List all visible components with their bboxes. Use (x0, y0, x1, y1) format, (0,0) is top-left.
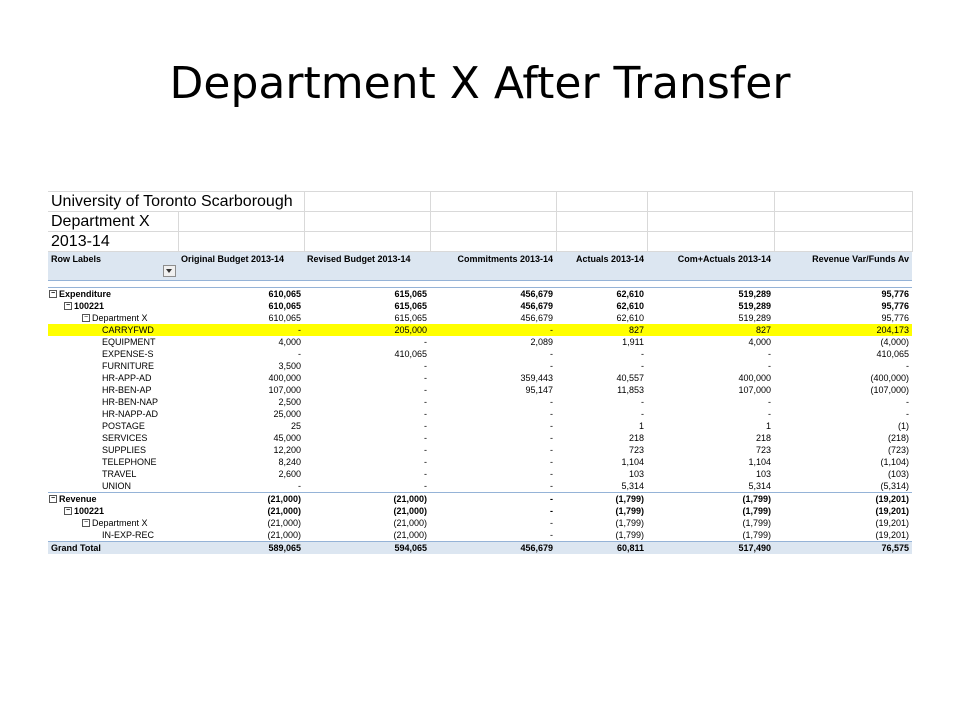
value-cell: (1,799) (742, 505, 772, 516)
value-cell: (4,000) (880, 336, 910, 347)
value-cell: 2,089 (530, 336, 554, 347)
value-cell: (21,000) (267, 517, 302, 528)
value-cell: 1 (766, 420, 772, 431)
row-label: TRAVEL (102, 468, 137, 479)
grand-total-row (48, 542, 912, 555)
row-label: CARRYFWD (48, 324, 178, 336)
value-cell: 1,104 (621, 456, 645, 467)
collapse-icon[interactable]: − (83, 314, 89, 322)
row-label[interactable]: − 100221 (65, 300, 105, 311)
value-cell: - (768, 360, 772, 371)
value-cell: 204,173 (774, 324, 912, 336)
row-label[interactable]: − Department X (83, 517, 148, 528)
value-cell: 218 (755, 432, 772, 443)
value-cell: (218) (888, 432, 910, 443)
row-label: UNION (102, 480, 131, 491)
table-row (48, 444, 912, 456)
value-cell: 1,104 (748, 456, 772, 467)
row-label: HR-BEN-NAP (102, 396, 159, 407)
row-label: FURNITURE (102, 360, 154, 371)
value-cell: - (641, 396, 645, 407)
pivot-table-sheet (48, 191, 912, 554)
value-cell: 5,314 (621, 480, 645, 491)
row-label: HR-NAPP-AD (102, 408, 159, 419)
filter-dropdown-icon[interactable] (163, 265, 176, 277)
value-cell: 456,679 (520, 312, 554, 323)
value-cell: (19,201) (875, 505, 910, 516)
row-label[interactable]: − Department X (83, 312, 148, 323)
collapse-icon[interactable]: − (50, 290, 56, 298)
value-cell: 519,289 (647, 288, 774, 301)
value-cell: - (550, 480, 554, 491)
value-cell: 62,610 (556, 288, 647, 301)
table-row (48, 432, 912, 444)
value-cell: (103) (888, 468, 910, 479)
value-cell: - (768, 348, 772, 359)
value-cell: (19,201) (875, 529, 910, 540)
column-header-row (48, 252, 912, 281)
value-cell: - (768, 396, 772, 407)
value-cell: 2,600 (278, 468, 302, 479)
table-row (48, 300, 912, 312)
value-cell: (400,000) (870, 372, 910, 383)
value-cell: - (641, 408, 645, 419)
value-cell: 615,065 (304, 288, 430, 301)
department-name: Department X (48, 212, 178, 232)
table-row (48, 384, 912, 396)
value-cell: 107,000 (268, 384, 302, 395)
collapse-icon[interactable]: − (50, 495, 56, 503)
value-cell: - (550, 396, 554, 407)
value-cell: - (424, 408, 428, 419)
value-cell: - (178, 324, 304, 336)
row-label: EXPENSE-S (102, 348, 154, 359)
row-label: SERVICES (102, 432, 148, 443)
value-cell: (21,000) (393, 505, 428, 516)
value-cell: 2,500 (278, 396, 302, 407)
table-row (48, 372, 912, 384)
value-cell: - (430, 493, 556, 506)
value-cell: - (424, 456, 428, 467)
value-cell: (1,799) (615, 505, 645, 516)
value-cell: 456,679 (520, 300, 554, 311)
value-cell: (1,799) (647, 493, 774, 506)
table-row (48, 336, 912, 348)
value-cell: 103 (755, 468, 772, 479)
table-row (48, 396, 912, 408)
value-cell: (1,799) (742, 529, 772, 540)
row-label: HR-BEN-AP (102, 384, 152, 395)
table-row (48, 517, 912, 529)
value-cell: 3,500 (278, 360, 302, 371)
value-cell: 4,000 (278, 336, 302, 347)
value-cell: - (768, 408, 772, 419)
value-cell: - (424, 360, 428, 371)
value-cell: 103 (628, 468, 645, 479)
value-cell: 11,853 (617, 384, 645, 395)
table-row (48, 324, 912, 336)
value-cell: (19,201) (774, 493, 912, 506)
value-cell: 62,610 (616, 312, 645, 323)
value-cell: 610,065 (268, 300, 302, 311)
col-header-commitments: Commitments 2013-14 (430, 252, 556, 281)
value-cell: (21,000) (393, 529, 428, 540)
value-cell: 359,443 (520, 372, 554, 383)
col-header-revenue-var: Revenue Var/Funds Av (774, 252, 912, 281)
value-cell: (21,000) (267, 505, 302, 516)
value-cell: - (424, 432, 428, 443)
row-label[interactable]: − 100221 (65, 505, 105, 516)
value-cell: (1,799) (556, 493, 647, 506)
value-cell: (21,000) (178, 493, 304, 506)
table-row (48, 312, 912, 324)
value-cell: - (550, 468, 554, 479)
value-cell: 615,065 (394, 300, 428, 311)
value-cell: - (550, 348, 554, 359)
value-cell: - (298, 480, 302, 491)
row-labels-header[interactable]: Row Labels (48, 252, 178, 281)
value-cell: - (550, 517, 554, 528)
col-header-com-actuals: Com+Actuals 2013-14 (647, 252, 774, 281)
table-row (48, 348, 912, 360)
value-cell: 400,000 (738, 372, 772, 383)
value-cell: (1,799) (615, 517, 645, 528)
row-label: POSTAGE (102, 420, 145, 431)
value-cell: 40,557 (616, 372, 645, 383)
value-cell: - (550, 456, 554, 467)
value-cell: - (550, 360, 554, 371)
value-cell: 410,065 (876, 348, 910, 359)
grand-total-value: 456,679 (430, 542, 556, 555)
value-cell: - (430, 324, 556, 336)
value-cell: (21,000) (267, 529, 302, 540)
col-header-actuals: Actuals 2013-14 (556, 252, 647, 281)
table-row (48, 456, 912, 468)
value-cell: 1,911 (622, 336, 645, 347)
row-label: TELEPHONE (102, 456, 157, 467)
value-cell: 5,314 (748, 480, 772, 491)
value-cell: 12,200 (273, 444, 302, 455)
value-cell: 519,289 (738, 300, 772, 311)
value-cell: 610,065 (268, 312, 302, 323)
value-cell: - (906, 396, 910, 407)
collapse-icon[interactable]: − (83, 519, 89, 527)
value-cell: (5,314) (880, 480, 910, 491)
value-cell: - (906, 360, 910, 371)
pivot-table (48, 191, 913, 554)
value-cell: 218 (628, 432, 645, 443)
sheet-department-row (48, 212, 912, 232)
value-cell: 95,776 (881, 300, 910, 311)
row-label[interactable]: − Expenditure (48, 288, 178, 301)
value-cell: 410,065 (394, 348, 428, 359)
sheet-year-row (48, 232, 912, 252)
value-cell: (1,799) (742, 517, 772, 528)
value-cell: - (424, 480, 428, 491)
sheet-title-row (48, 192, 912, 212)
value-cell: 95,776 (774, 288, 912, 301)
value-cell: 400,000 (268, 372, 302, 383)
value-cell: 456,679 (430, 288, 556, 301)
value-cell: 95,147 (525, 384, 554, 395)
value-cell: 827 (556, 324, 647, 336)
table-row (48, 288, 912, 301)
value-cell: - (424, 336, 428, 347)
value-cell: 45,000 (273, 432, 302, 443)
collapse-icon[interactable]: − (65, 302, 71, 310)
value-cell: 25 (291, 420, 302, 431)
table-row (48, 529, 912, 542)
value-cell: - (424, 444, 428, 455)
value-cell: - (906, 408, 910, 419)
value-cell: - (550, 432, 554, 443)
row-label[interactable]: − Revenue (48, 493, 178, 506)
grand-total-value: 589,065 (178, 542, 304, 555)
value-cell: - (424, 420, 428, 431)
value-cell: 723 (755, 444, 772, 455)
value-cell: - (424, 384, 428, 395)
value-cell: 827 (647, 324, 774, 336)
value-cell: 4,000 (748, 336, 772, 347)
value-cell: 519,289 (738, 312, 772, 323)
grand-total-value: 76,575 (774, 542, 912, 555)
grand-total-value: 517,490 (647, 542, 774, 555)
table-row (48, 360, 912, 372)
table-row (48, 505, 912, 517)
table-row (48, 408, 912, 420)
col-header-original-budget: Original Budget 2013-14 (178, 252, 304, 281)
slide-title: Department X After Transfer (169, 58, 791, 109)
value-cell: 25,000 (273, 408, 302, 419)
row-label: SUPPLIES (102, 444, 147, 455)
value-cell: (21,000) (304, 493, 430, 506)
value-cell: - (641, 360, 645, 371)
col-header-revised-budget: Revised Budget 2013-14 (304, 252, 430, 281)
value-cell: - (424, 396, 428, 407)
value-cell: - (550, 408, 554, 419)
value-cell: (723) (888, 444, 910, 455)
value-cell: (19,201) (875, 517, 910, 528)
table-row (48, 420, 912, 432)
row-label: EQUIPMENT (102, 336, 156, 347)
value-cell: (107,000) (870, 384, 910, 395)
value-cell: 8,240 (278, 456, 302, 467)
value-cell: 95,776 (881, 312, 910, 323)
value-cell: - (550, 529, 554, 540)
grand-total-value: 594,065 (304, 542, 430, 555)
value-cell: - (550, 444, 554, 455)
row-label: IN-EXP-REC (102, 529, 155, 540)
value-cell: 107,000 (738, 384, 772, 395)
value-cell: 615,065 (394, 312, 428, 323)
value-cell: - (298, 348, 302, 359)
value-cell: (1,799) (615, 529, 645, 540)
table-row (48, 468, 912, 480)
value-cell: - (641, 348, 645, 359)
value-cell: 610,065 (178, 288, 304, 301)
value-cell: 62,610 (616, 300, 645, 311)
value-cell: 205,000 (304, 324, 430, 336)
value-cell: - (550, 505, 554, 516)
table-row (48, 480, 912, 493)
collapse-icon[interactable]: − (65, 507, 71, 515)
fiscal-year: 2013-14 (48, 232, 178, 252)
table-row (48, 493, 912, 506)
university-name: University of Toronto Scarborough (48, 192, 304, 212)
value-cell: - (424, 468, 428, 479)
value-cell: - (550, 420, 554, 431)
row-label: HR-APP-AD (102, 372, 152, 383)
value-cell: 723 (628, 444, 645, 455)
value-cell: - (424, 372, 428, 383)
value-cell: (21,000) (393, 517, 428, 528)
value-cell: 1 (639, 420, 645, 431)
value-cell: (1,104) (880, 456, 910, 467)
grand-total-label: Grand Total (48, 542, 178, 555)
value-cell: (1) (898, 420, 910, 431)
grand-total-value: 60,811 (556, 542, 647, 555)
